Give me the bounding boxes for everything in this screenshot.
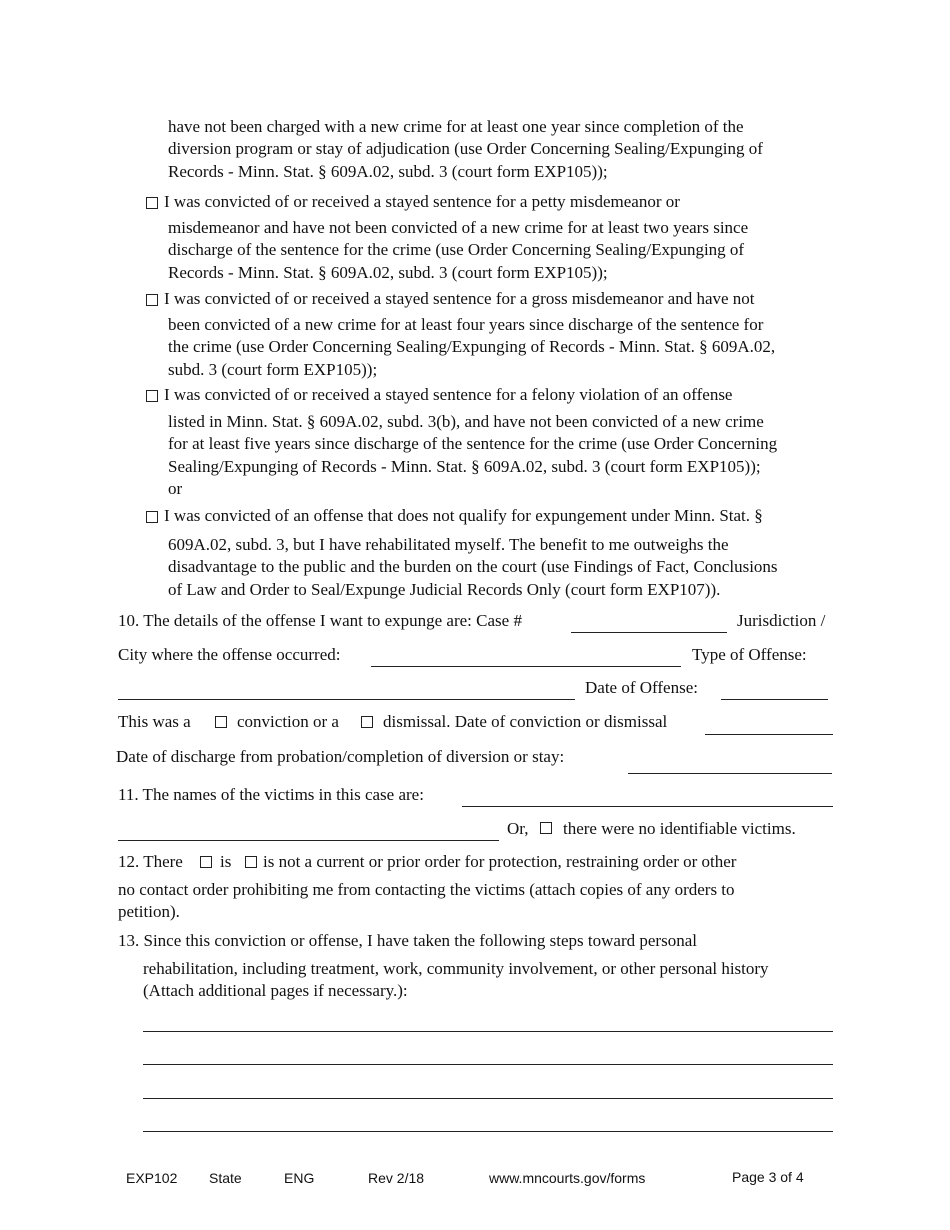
- item11-no-victims-label: there were no identifiable victims.: [563, 819, 796, 838]
- item10-this-was-label: This was a: [118, 712, 191, 731]
- option-line: listed in Minn. Stat. § 609A.02, subd. 3(b), and have not been convicted of a new crime: [168, 412, 764, 431]
- intro-paragraph: [168, 116, 763, 183]
- item10-discharge-label: Date of discharge from probation/completion of diversion or stay:: [116, 747, 565, 766]
- item12-line: petition).: [118, 902, 180, 922]
- case-number-field[interactable]: [571, 632, 727, 633]
- option-body: [168, 217, 748, 284]
- option-gross-misdemeanor-checkbox[interactable]: [146, 294, 158, 306]
- option-line: disadvantage to the public and the burden on the court (use Findings of Fact, Conclusions: [168, 557, 778, 577]
- item10-date-offense-label: Date of Offense:: [585, 678, 698, 697]
- rehabilitation-line-4[interactable]: [143, 1131, 833, 1132]
- item13-line: rehabilitation, including treatment, work, community involvement, or other personal history: [143, 959, 769, 978]
- footer-lang: ENG: [284, 1170, 315, 1186]
- option-line: discharge of the sentence for the crime (use Order Concerning Sealing/Expunging of: [168, 240, 745, 260]
- item13-body: [143, 958, 769, 1003]
- discharge-date-field[interactable]: [628, 773, 832, 774]
- conviction-date-field[interactable]: [705, 734, 833, 735]
- intro-line: have not been charged with a new crime for at least one year since completion of the: [168, 117, 744, 136]
- intro-line: Records - Minn. Stat. § 609A.02, subd. 3 (court form EXP105));: [168, 161, 608, 181]
- option-line: Records - Minn. Stat. § 609A.02, subd. 3 (court form EXP105));: [168, 262, 608, 282]
- item10-details-label: 10. The details of the offense I want to expunge are: Case #: [118, 611, 522, 630]
- item12-body: [118, 879, 735, 924]
- option-petty-misdemeanor-checkbox[interactable]: [146, 197, 158, 209]
- order-is-checkbox[interactable]: [200, 856, 212, 868]
- no-victims-checkbox[interactable]: [540, 822, 552, 834]
- footer-url: www.mncourts.gov/forms: [489, 1170, 646, 1186]
- item13-line: 13. Since this conviction or offense, I have taken the following steps toward personal: [118, 931, 697, 950]
- rehabilitation-line-2[interactable]: [143, 1064, 833, 1065]
- rehabilitation-line-1[interactable]: [143, 1031, 833, 1032]
- option-line: subd. 3 (court form EXP105));: [168, 359, 378, 379]
- item10-jurisdiction-label: Jurisdiction /: [737, 611, 826, 630]
- option-line: or: [168, 478, 183, 498]
- option-line: of Law and Order to Seal/Expunge Judicial Records Only (court form EXP107)).: [168, 579, 721, 599]
- rehabilitation-line-3[interactable]: [143, 1098, 833, 1099]
- option-line: the crime (use Order Concerning Sealing/Expunging of Records - Minn. Stat. § 609A.02,: [168, 337, 776, 357]
- option-rehabilitated-checkbox[interactable]: [146, 511, 158, 523]
- item13-line: (Attach additional pages if necessary.):: [143, 981, 408, 1001]
- option-line: been convicted of a new crime for at least four years since discharge of the sentence for: [168, 315, 764, 334]
- item12-is-not-label: is not a current or prior order for protection, restraining order or other: [263, 852, 737, 871]
- option-body: [168, 314, 775, 381]
- option-line: 609A.02, subd. 3, but I have rehabilitated myself. The benefit to me outweighs the: [168, 535, 729, 554]
- footer-rev: Rev 2/18: [368, 1170, 425, 1186]
- item12-line: no contact order prohibiting me from contacting the victims (attach copies of any orders to: [118, 880, 735, 899]
- option-first-line: I was convicted of or received a stayed sentence for a gross misdemeanor and have not: [164, 289, 755, 308]
- option-felony-checkbox[interactable]: [146, 390, 158, 402]
- item11-label: 11. The names of the victims in this case are:: [118, 785, 424, 804]
- option-line: misdemeanor and have not been convicted of a new crime for at least two years since: [168, 218, 749, 237]
- conviction-checkbox[interactable]: [215, 716, 227, 728]
- item12-there-label: 12. There: [118, 852, 183, 871]
- option-body: [168, 534, 778, 601]
- offense-type-field[interactable]: [118, 699, 575, 700]
- footer-form-code: EXP102: [126, 1170, 178, 1186]
- footer-state: State: [209, 1170, 242, 1186]
- victim-names-field-2[interactable]: [118, 840, 499, 841]
- victim-names-field[interactable]: [462, 806, 833, 807]
- intro-line: diversion program or stay of adjudication (use Order Concerning Sealing/Expunging of: [168, 139, 763, 159]
- order-is-not-checkbox[interactable]: [245, 856, 257, 868]
- item10-dismissal-label: dismissal. Date of conviction or dismissal: [383, 712, 668, 731]
- option-first-line: I was convicted of an offense that does not qualify for expungement under Minn. Stat. §: [164, 506, 763, 525]
- item10-type-label: Type of Offense:: [692, 645, 807, 664]
- footer-page-number: Page 3 of 4: [732, 1169, 804, 1185]
- option-first-line: I was convicted of or received a stayed sentence for a petty misdemeanor or: [164, 192, 680, 211]
- city-field[interactable]: [371, 666, 681, 667]
- option-line: for at least five years since discharge of the sentence for the crime (use Order Concerning: [168, 434, 778, 454]
- option-line: Sealing/Expunging of Records - Minn. Stat. § 609A.02, subd. 3 (court form EXP105));: [168, 456, 761, 476]
- option-body: [168, 411, 777, 500]
- item10-conviction-label: conviction or a: [237, 712, 339, 731]
- item12-is-label: is: [220, 852, 232, 871]
- option-first-line: I was convicted of or received a stayed sentence for a felony violation of an offense: [164, 385, 733, 404]
- item10-city-label: City where the offense occurred:: [118, 645, 341, 664]
- item11-or-label: Or,: [507, 819, 529, 838]
- dismissal-checkbox[interactable]: [361, 716, 373, 728]
- date-of-offense-field[interactable]: [721, 699, 828, 700]
